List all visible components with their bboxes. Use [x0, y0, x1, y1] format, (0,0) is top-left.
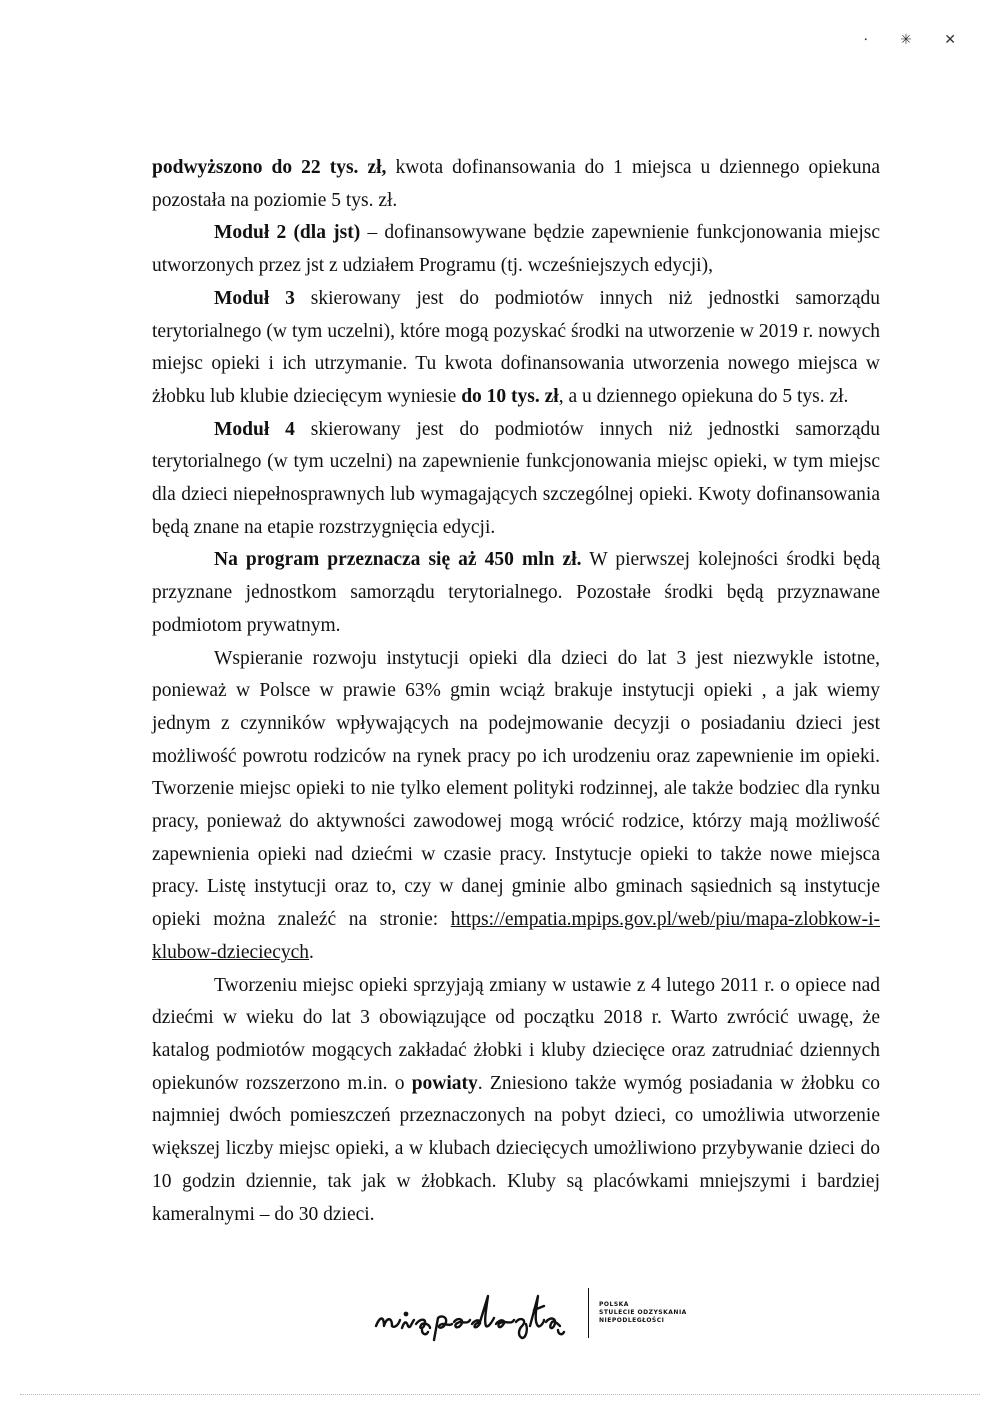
bold-text-run: Na program przeznacza się aż 450 mln zł. — [214, 549, 582, 571]
logo-caption-line: POLSKA — [599, 1301, 629, 1308]
body-paragraph — [152, 283, 880, 414]
bold-text-run: Moduł 3 — [214, 287, 295, 309]
scan-bottom-edge — [20, 1394, 980, 1395]
logo-caption-line: NIEPODLEGŁOŚCI — [599, 1317, 665, 1324]
bold-text-run: Moduł 4 — [214, 418, 295, 440]
text-run: – dofinansowywane będzie zapewnienie funkcjonowania miejsc utworzonych przez jst z udziałem Programu (tj. wcześniejszych edycji), — [152, 222, 880, 277]
niepodlegla-logo — [372, 1278, 687, 1348]
mapa-zlobkow-link[interactable]: https://empatia.mpips.gov.pl/web/piu/mapa-zlobkow-i-klubow-dzieciecych — [152, 909, 880, 963]
bold-text-run: do 10 tys. zł — [461, 385, 559, 407]
text-run: . — [309, 941, 314, 963]
text-run: skierowany jest do podmiotów innych niż jednostki samorządu terytorialnego (w tym uczelni), które mogą pozyskać środki na utworzenie w 2019 r. nowych miejsc opieki i ich utrzymanie. Tu kwota dofinansowania utworzenia nowego miejsca w żłobku lub klubie dziecięcym wyniesie — [152, 287, 880, 407]
body-paragraph — [152, 544, 880, 642]
logo-caption-line: STULECIE ODZYSKANIA — [599, 1309, 687, 1316]
logo-caption — [599, 1301, 687, 1325]
text-run: , a u dziennego opiekuna do 5 tys. zł. — [558, 385, 849, 407]
text-run: Wspieranie rozwoju instytucji opieki dla dzieci do lat 3 jest niezwykle istotne, ponieważ w Polsce w prawie 63% gmin wciąż brakuje instytucji opieki , a jak wiemy jednym z czynników wpływających na podejmowanie decyzji o posiadaniu dzieci jest możliwość powrotu rodziców na rynek pracy po ich urodzeniu oraz zapewnienie im opieki. Tworzenie miejsc opieki to nie tylko element polityki rodzinnej, ale także bodziec dla rynku pracy, ponieważ do aktywności zawodowej mogą wrócić rodzice, którzy mają możliwość zapewnienia opieki nad dziećmi w czasie pracy. Instytucje opieki to także nowe miejsca pracy. Listę instytucji oraz to, czy w danej gminie albo gminach sąsiednich są instytucje opieki można znaleźć na stronie: — [152, 647, 880, 931]
bold-text-run: podwyższono do 22 tys. zł, — [152, 157, 387, 178]
bold-text-run: powiaty — [411, 1072, 478, 1094]
niepodlegla-signature-icon — [372, 1282, 582, 1344]
body-paragraph — [152, 970, 880, 1232]
logo-divider — [588, 1288, 589, 1338]
body-paragraph — [152, 643, 880, 970]
text-run: skierowany jest do podmiotów innych niż jednostki samorządu terytorialnego (w tym uczelni) na zapewnienie funkcjonowania miejsc opieki, w tym miejsc dla dzieci niepełnosprawnych lub wymagających szczególnej opieki. Kwoty dofinansowania będą znane na etapie rozstrzygnięcia edycji. — [152, 418, 880, 538]
bold-text-run: Moduł 2 (dla jst) — [214, 222, 361, 244]
body-paragraph — [152, 152, 880, 217]
text-run: kwota dofinansowania do 1 miejsca u dziennego opiekuna pozostała na poziomie 5 tys. zł. — [152, 157, 880, 211]
body-paragraph — [152, 414, 880, 545]
text-run: . Zniesiono także wymóg posiadania w żłobku co najmniej dwóch pomieszczeń przeznaczonych na pobyt dzieci, co umożliwia utworzenie większej liczby miejsc opieki, a w klubach dziecięcych umożliwiono przybywanie dzieci do 10 godzin dziennie, tak jak w żłobkach. Kluby są placówkami mniejszymi i bardziej kameralnymi – do 30 dzieci. — [152, 1072, 881, 1225]
body-paragraph — [152, 217, 880, 282]
text-run: W pierwszej kolejności środki będą przyznane jednostkom samorządu terytorialnego. Pozostałe środki będą przyznawane podmiotom prywatnym. — [152, 549, 880, 636]
text-run: Tworzeniu miejsc opieki sprzyjają zmiany w ustawie z 4 lutego 2011 r. o opiece nad dziećmi w wieku do lat 3 obowiązujące od początku 2018 r. Warto zwrócić uwagę, że katalog podmiotów mogących zakładać żłobki i kluby dziecięce oraz zatrudniać dziennych opiekunów rozszerzono m.in. o — [152, 974, 880, 1094]
scan-corner-marks: ⸱ ✳ ✕ — [863, 32, 970, 48]
document-body — [152, 152, 880, 1231]
